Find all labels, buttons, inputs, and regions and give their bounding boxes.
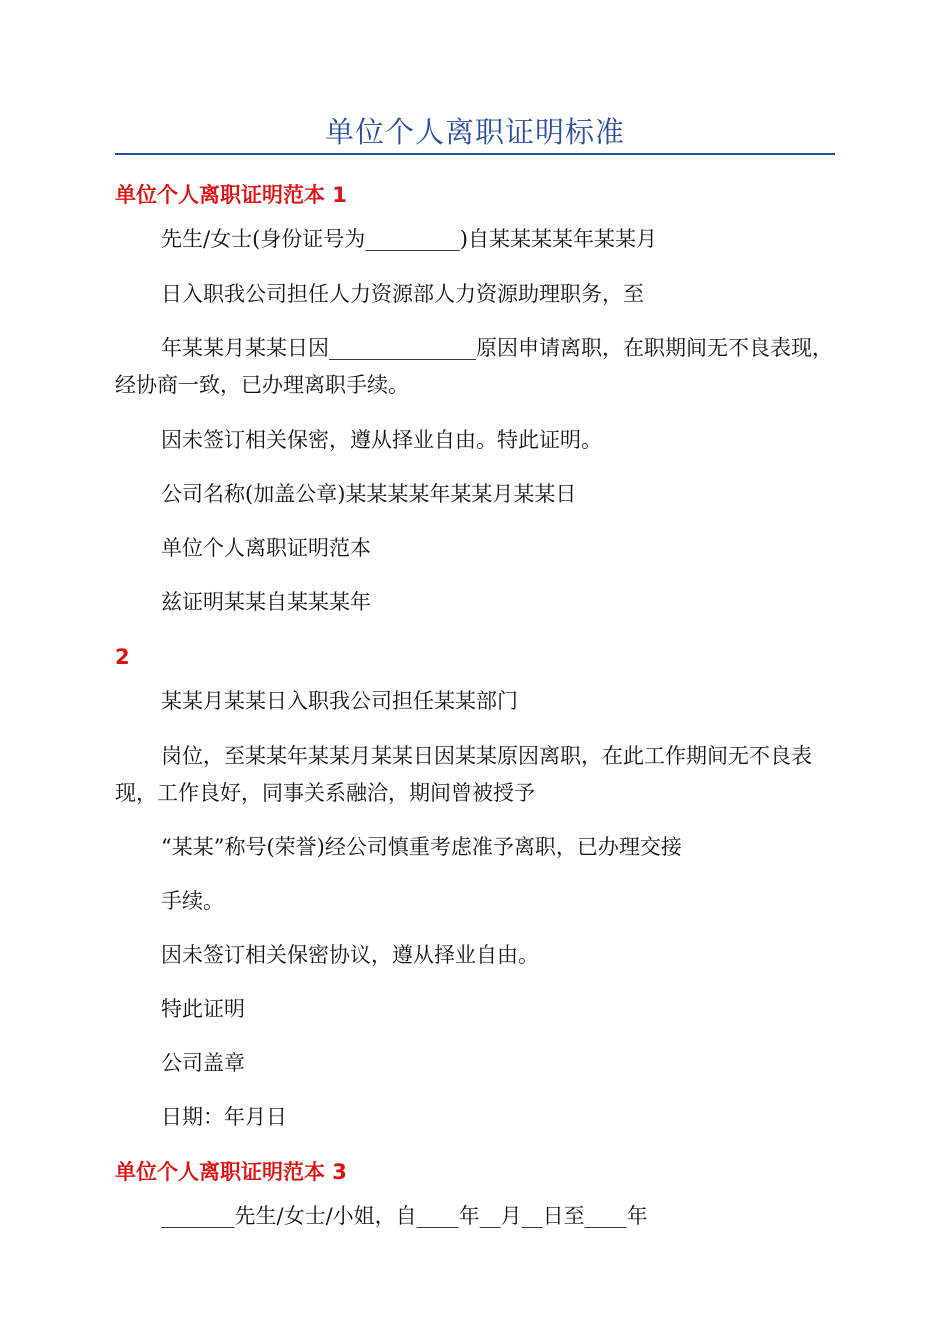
paragraph: 某某月某某日入职我公司担任某某部门 — [161, 689, 518, 713]
title-underline — [115, 153, 835, 155]
paragraph: 先生/女士(身份证号为_________)自某某某某年某某月 — [161, 227, 657, 251]
paragraph: 因未签订相关保密，遵从择业自由。特此证明。 — [161, 428, 602, 452]
document-title: 单位个人离职证明标准 — [324, 115, 625, 149]
paragraph: 公司名称(加盖公章)某某某某年某某月某某日 — [161, 482, 577, 506]
paragraph: _______先生/女士/小姐，自____年__月__日至____年 — [161, 1204, 648, 1228]
paragraph: 手续。 — [161, 889, 224, 913]
section-heading-2: 2 — [115, 645, 130, 669]
paragraph: 岗位，至某某年某某月某某日因某某原因离职，在此工作期间无不良表现，工作良好，同事关系融洽，期间曾被授予 — [115, 744, 812, 805]
section-heading-1: 单位个人离职证明范本 1 — [115, 183, 347, 207]
paragraph: 日期：年月日 — [161, 1105, 287, 1129]
paragraph: 特此证明 — [161, 997, 245, 1021]
paragraph: 因未签订相关保密协议，遵从择业自由。 — [161, 943, 539, 967]
paragraph: 日入职我公司担任人力资源部人力资源助理职务，至 — [161, 282, 644, 306]
paragraph: 兹证明某某自某某某年 — [161, 590, 371, 614]
section-heading-3: 单位个人离职证明范本 3 — [115, 1160, 347, 1184]
paragraph: “某某”称号(荣誉)经公司慎重考虑准予离职，已办理交接 — [161, 835, 682, 859]
paragraph: 年某某月某某日因______________原因申请离职，在职期间无不良表现，经协商一致，已办理离职手续。 — [115, 336, 833, 397]
paragraph: 单位个人离职证明范本 — [161, 536, 371, 560]
paragraph: 公司盖章 — [161, 1051, 245, 1075]
